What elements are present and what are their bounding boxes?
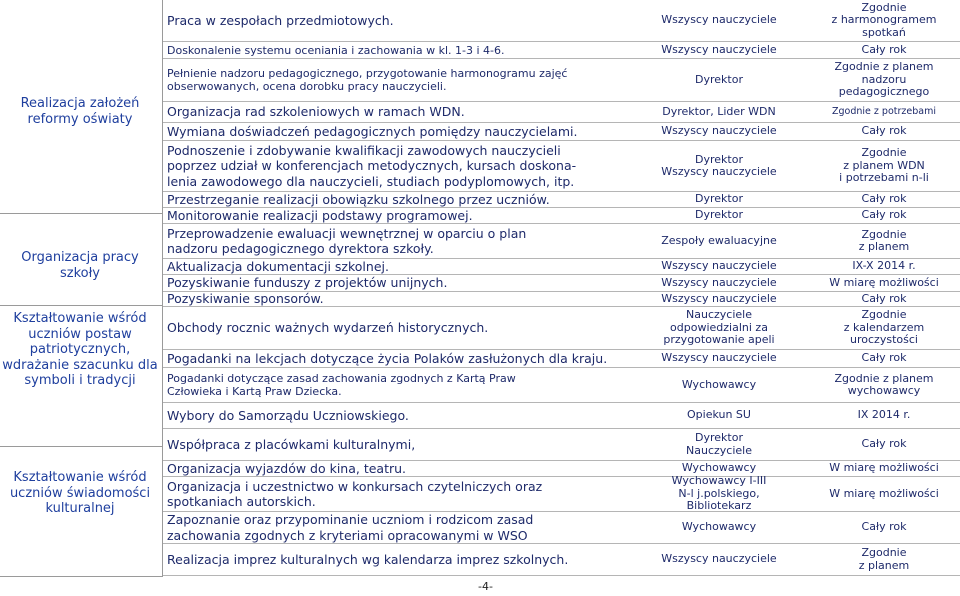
table-row	[163, 275, 960, 292]
table-row	[163, 368, 960, 403]
responsible-cell: Dyrektor Wszyscy nauczyciele	[661, 152, 777, 178]
deadline-cell: Cały rok	[861, 351, 907, 365]
table-row	[163, 474, 960, 513]
deadline-cell: W miarę możliwości	[829, 486, 939, 500]
deadline-cell: IX-X 2014 r.	[852, 259, 916, 273]
deadline-cell: Cały rok	[861, 520, 907, 534]
task-cell: Współpraca z placówkami kulturalnymi,	[167, 436, 416, 452]
deadline-cell: W miarę możliwości	[829, 275, 939, 289]
responsible-cell: Wszyscy nauczyciele	[661, 124, 777, 138]
table-row	[163, 141, 960, 192]
task-cell: Przestrzeganie realizacji obowiązku szkolnego przez uczniów.	[167, 191, 550, 207]
task-cell: Organizacja i uczestnictwo w konkursach czytelniczych oraz spotkaniach autorskich.	[167, 478, 543, 509]
table-row	[163, 208, 960, 224]
task-cell: Wybory do Samorządu Uczniowskiego.	[167, 407, 409, 423]
task-cell: Pozyskiwanie funduszy z projektów unijnych.	[167, 275, 448, 291]
task-cell: Praca w zespołach przedmiotowych.	[167, 12, 394, 28]
responsible-cell: Wychowawcy I-III N-l j.polskiego, Bibliotekarz	[671, 474, 767, 513]
task-cell: Realizacja imprez kulturalnych wg kalendarza imprez szkolnych.	[167, 551, 569, 567]
page-number: -4-	[478, 580, 493, 593]
responsible-cell: Wszyscy nauczyciele	[661, 13, 777, 27]
deadline-cell: Zgodnie z planem WDN i potrzebami n-li	[839, 146, 929, 185]
responsible-cell: Dyrektor	[695, 192, 743, 206]
section-organization: Organizacja pracy szkoły	[21, 250, 139, 281]
deadline-cell: Zgodnie z kalendarzem uroczystości	[843, 308, 925, 347]
task-cell: Obchody rocznic ważnych wydarzeń historycznych.	[167, 320, 489, 336]
deadline-cell: IX 2014 r.	[857, 408, 911, 422]
plan-table	[163, 0, 960, 576]
section-divider	[0, 213, 162, 214]
section-divider	[0, 446, 162, 447]
area-column	[0, 0, 163, 577]
deadline-cell: Zgodnie z planem	[858, 227, 910, 253]
responsible-cell: Dyrektor	[695, 72, 743, 86]
table-row	[163, 544, 960, 576]
deadline-cell: Cały rok	[861, 42, 907, 56]
table-row	[163, 259, 960, 275]
deadline-cell: W miarę możliwości	[829, 461, 939, 475]
responsible-cell: Wszyscy nauczyciele	[661, 259, 777, 273]
task-cell: Monitorowanie realizacji podstawy programowej.	[167, 207, 473, 223]
table-row	[163, 461, 960, 477]
task-cell: Pełnienie nadzoru pedagogicznego, przygotowanie harmonogramu zajęć obserwowanych, ocena dorobku pracy nauczycieli.	[167, 67, 568, 93]
task-cell: Organizacja rad szkoleniowych w ramach WDN.	[167, 104, 465, 120]
task-cell: Podnoszenie i zdobywanie kwalifikacji zawodowych nauczycieli poprzez udział w konferencjach metodycznych, kursach doskona- lenia zawodowego dla nauczycieli, studiach podyplomowych, itp.	[167, 142, 577, 189]
responsible-cell: Wszyscy nauczyciele	[661, 275, 777, 289]
task-cell: Pogadanki na lekcjach dotyczące życia Polaków zasłużonych dla kraju.	[167, 350, 608, 366]
task-cell: Zapoznanie oraz przypominanie uczniom i rodzicom zasad zachowania zgodnych z kryteriami opracowanymi w WSO	[167, 512, 534, 543]
task-cell: Pozyskiwanie sponsorów.	[167, 291, 324, 307]
deadline-cell: Cały rok	[861, 192, 907, 206]
responsible-cell: Dyrektor, Lider WDN	[662, 104, 776, 118]
table-row	[163, 0, 960, 42]
deadline-cell: Cały rok	[861, 291, 907, 305]
table-row	[163, 403, 960, 429]
task-cell: Aktualizacja dokumentacji szkolnej.	[167, 258, 389, 274]
table-row	[163, 429, 960, 461]
responsible-cell: Wszyscy nauczyciele	[661, 552, 777, 566]
task-cell: Wymiana doświadczeń pedagogicznych pomiędzy nauczycielami.	[167, 123, 578, 139]
deadline-cell: Zgodnie z potrzebami	[832, 105, 936, 117]
deadline-cell: Zgodnie z harmonogramem spotkań	[831, 0, 937, 39]
section-patriotism: Kształtowanie wśród uczniów postaw patriotycznych, wdrażanie szacunku dla symboli i tradycji	[2, 311, 158, 388]
table-row	[163, 292, 960, 307]
deadline-cell: Cały rok	[861, 124, 907, 138]
responsible-cell: Wszyscy nauczyciele	[661, 42, 777, 56]
responsible-cell: Wychowawcy	[681, 377, 757, 391]
responsible-cell: Opiekun SU	[687, 408, 751, 422]
table-row	[163, 512, 960, 544]
table-row	[163, 42, 960, 59]
deadline-cell: Cały rok	[861, 208, 907, 222]
responsible-cell: Wychowawcy	[681, 520, 757, 534]
table-row	[163, 59, 960, 102]
table-row	[163, 224, 960, 259]
responsible-cell: Dyrektor Nauczyciele	[686, 431, 752, 457]
task-cell: Pogadanki dotyczące zasad zachowania zgodnych z Kartą Praw Człowieka i Kartą Praw Dziecka.	[167, 372, 516, 398]
responsible-cell: Wychowawcy	[681, 461, 757, 475]
responsible-cell: Wszyscy nauczyciele	[661, 351, 777, 365]
table-row	[163, 123, 960, 141]
table-row	[163, 192, 960, 208]
deadline-cell: Zgodnie z planem nadzoru pedagogicznego	[834, 60, 934, 99]
section-divider	[0, 305, 162, 306]
deadline-cell: Cały rok	[861, 437, 907, 451]
task-cell: Przeprowadzenie ewaluacji wewnętrznej w oparciu o plan nadzoru pedagogicznego dyrektora szkoły.	[167, 225, 527, 256]
responsible-cell: Dyrektor	[695, 208, 743, 222]
task-cell: Organizacja wyjazdów do kina, teatru.	[167, 460, 407, 476]
responsible-cell: Zespoły ewaluacyjne	[661, 233, 777, 247]
task-cell: Doskonalenie systemu oceniania i zachowania w kl. 1-3 i 4-6.	[167, 43, 505, 57]
section-culture: Kształtowanie wśród uczniów świadomości kulturalnej	[9, 470, 151, 516]
table-row	[163, 307, 960, 350]
deadline-cell: Zgodnie z planem	[858, 546, 910, 572]
table-row	[163, 102, 960, 123]
deadline-cell: Zgodnie z planem wychowawcy	[834, 371, 934, 397]
responsible-cell: Wszyscy nauczyciele	[661, 291, 777, 305]
section-reform: Realizacja założeń reformy oświaty	[20, 96, 140, 127]
responsible-cell: Nauczyciele odpowiedzialni za przygotowanie apeli	[663, 308, 775, 347]
table-row	[163, 350, 960, 368]
